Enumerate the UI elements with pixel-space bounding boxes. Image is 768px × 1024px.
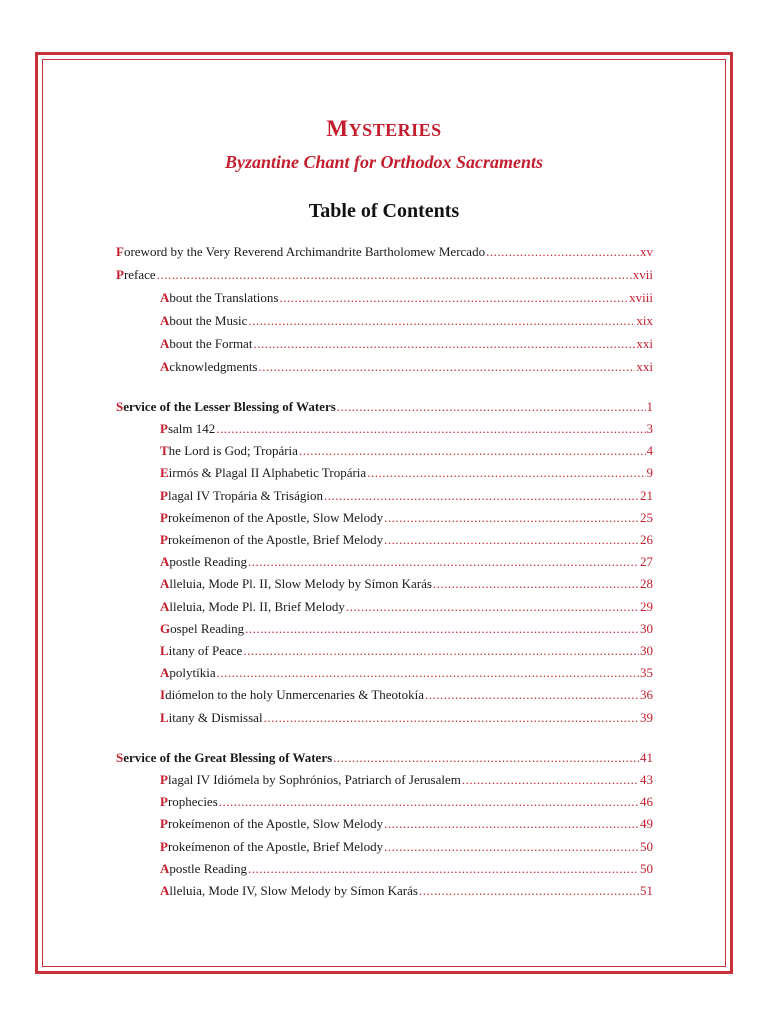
toc-entry-page-number: 25	[640, 509, 653, 525]
toc-entry-label: bout the Translations	[169, 290, 279, 305]
toc-entry-leader	[486, 244, 639, 260]
toc-entry[interactable]	[160, 488, 653, 504]
toc-entry-label: oreword by the Very Reverend Archimandrite Bartholomew Mercado	[123, 244, 486, 259]
toc-entry-page-number: 46	[640, 794, 653, 810]
toc-entry-page-number: 39	[640, 709, 653, 725]
toc-entry-initial: F	[116, 244, 124, 259]
toc-entry-label: rokeímenon of the Apostle, Slow Melody	[167, 816, 384, 832]
toc-entry-leader	[433, 576, 639, 592]
toc-entry-initial: A	[160, 290, 170, 305]
toc-entry[interactable]	[160, 510, 653, 526]
toc-entry-initial: G	[160, 620, 171, 636]
toc-entry-initial: P	[160, 772, 168, 787]
toc-entry[interactable]	[160, 576, 653, 592]
toc-entry-page-number: 4	[646, 443, 653, 459]
toc-entry-label: lleluia, Mode Pl. II, Slow Melody by Símon Karás	[169, 576, 432, 592]
toc-entry-leader	[279, 290, 628, 306]
toc-heading: Table of Contents	[308, 200, 460, 222]
toc-entry-leader	[253, 336, 635, 352]
toc-entry-leader	[248, 861, 639, 877]
toc-entry-page-number: 50	[640, 838, 653, 854]
toc-entry-leader	[367, 465, 645, 481]
toc-entry-label: lleluia, Mode Pl. II, Brief Melody	[169, 598, 345, 614]
toc-entry[interactable]	[160, 883, 653, 899]
toc-entry[interactable]	[160, 532, 653, 548]
toc-entry-initial: P	[160, 532, 168, 547]
toc-entry-page-number: 43	[640, 772, 653, 787]
toc-entry-initial: A	[160, 359, 170, 374]
toc-entry-initial: A	[160, 576, 170, 592]
toc-entry[interactable]	[116, 750, 653, 766]
toc-entry-initial: P	[160, 421, 168, 436]
toc-entry-page-number: 35	[640, 665, 653, 681]
toc-entry-leader	[425, 687, 639, 703]
toc-entry-page-number: xix	[636, 313, 653, 328]
toc-entry-initial: P	[160, 509, 168, 525]
toc-entry-leader	[248, 554, 639, 570]
toc-entry[interactable]	[160, 772, 653, 788]
toc-entry-initial: A	[160, 860, 170, 876]
toc-entry-page-number: 27	[640, 554, 653, 570]
toc-entry-label: cknowledgments	[169, 359, 258, 374]
toc-entry-leader	[217, 665, 639, 681]
toc-entry-label: itany of Peace	[168, 643, 243, 658]
toc-entry[interactable]	[160, 687, 653, 703]
toc-entry-label: ospel Reading	[170, 620, 245, 636]
toc-entry[interactable]	[116, 267, 653, 283]
toc-entry-page-number: 9	[646, 465, 653, 481]
toc-entry[interactable]	[160, 465, 653, 481]
toc-entry-label: lagal IV Idiómela by Sophrónios, Patriarch of Jerusalem	[167, 772, 461, 787]
toc-entry-leader	[346, 599, 639, 615]
toc-entry-label: rophecies	[167, 794, 218, 810]
toc-entry-initial: T	[160, 443, 169, 459]
toc-entry-page-number: 50	[640, 860, 653, 876]
toc-entry[interactable]	[160, 359, 653, 375]
toc-entry-label: irmós & Plagal II Alphabetic Tropária	[168, 465, 367, 481]
toc-entry-label: postle Reading	[169, 554, 248, 570]
toc-entry-initial: A	[160, 883, 170, 898]
toc-entry[interactable]	[160, 794, 653, 810]
toc-entry-page-number: 26	[640, 532, 653, 547]
toc-entry-label: bout the Format	[169, 336, 253, 351]
toc-entry-page-number: xv	[640, 244, 653, 259]
toc-entry-page-number: 30	[640, 620, 653, 636]
toc-entry-initial: S	[116, 399, 124, 414]
toc-entry-label: rokeímenon of the Apostle, Slow Melody	[167, 509, 384, 525]
toc-entry-initial: S	[116, 750, 124, 765]
toc-entry-label: salm 142	[167, 421, 216, 436]
toc-entry-leader	[333, 750, 639, 766]
toc-entry-initial: P	[160, 487, 168, 503]
toc-entry-label: lagal IV Tropária & Triságion	[167, 487, 324, 503]
toc-entry-label: reface	[123, 267, 156, 282]
toc-entry-page-number: 51	[640, 883, 653, 898]
toc-entry-initial: A	[160, 313, 170, 328]
toc-entry-label: itany & Dismissal	[168, 709, 263, 725]
toc-entry-label: rokeímenon of the Apostle, Brief Melody	[167, 838, 384, 854]
toc-entry-leader	[337, 399, 646, 415]
toc-entry-initial: A	[160, 554, 170, 570]
toc-entry-leader	[245, 621, 639, 637]
toc-entry-page-number: 41	[640, 750, 653, 765]
toc-entry-leader	[384, 532, 639, 548]
toc-entry-label: polytíkia	[169, 665, 216, 681]
toc-entry-leader	[324, 488, 639, 504]
toc-entry-initial: A	[160, 336, 170, 351]
toc-entry[interactable]	[160, 665, 653, 681]
toc-entry-leader	[384, 839, 639, 855]
toc-entry[interactable]	[160, 599, 653, 615]
toc-entry-page-number: 21	[640, 487, 653, 503]
toc-entry-leader	[258, 359, 635, 375]
toc-entry-initial: E	[160, 465, 169, 481]
toc-entry-page-number: xvii	[632, 267, 653, 282]
toc-entry-leader	[384, 816, 639, 832]
book-subtitle: Byzantine Chant for Orthodox Sacraments	[224, 152, 544, 172]
toc-entry[interactable]	[160, 816, 653, 832]
toc-entry-leader	[264, 710, 639, 726]
toc-entry-initial: L	[160, 709, 169, 725]
toc-entry-page-number: xxi	[636, 336, 653, 351]
toc-entry-page-number: 3	[646, 421, 653, 436]
toc-entry[interactable]	[160, 861, 653, 877]
toc-entry[interactable]	[160, 443, 653, 459]
toc-entry-initial: P	[116, 267, 124, 282]
toc-entry-page-number: xviii	[629, 290, 653, 305]
toc-entry-leader	[248, 313, 635, 329]
toc-entry-initial: I	[160, 687, 166, 703]
toc-entry-initial: A	[160, 665, 170, 681]
toc-entry-leader	[243, 643, 639, 659]
toc-entry-leader	[216, 421, 645, 437]
toc-entry-page-number: 28	[640, 576, 653, 592]
toc-entry-initial: P	[160, 816, 168, 832]
toc-entry-page-number: 36	[640, 687, 653, 703]
toc-entry[interactable]	[160, 336, 653, 352]
toc-entry-label: ervice of the Lesser Blessing of Waters	[123, 399, 336, 414]
toc-entry[interactable]	[160, 290, 653, 306]
toc-entry[interactable]	[160, 839, 653, 855]
toc-entry[interactable]	[160, 421, 653, 437]
toc-entry-page-number: xxi	[636, 359, 653, 374]
toc-entry[interactable]	[116, 399, 653, 415]
toc-entry[interactable]	[116, 244, 653, 260]
toc-entry-leader	[384, 510, 639, 526]
toc-entry-page-number: 49	[640, 816, 653, 832]
toc-entry-leader	[419, 883, 639, 899]
toc-entry[interactable]	[160, 710, 653, 726]
toc-entry[interactable]	[160, 621, 653, 637]
toc-entry-leader	[462, 772, 639, 788]
toc-entry-label: postle Reading	[169, 860, 248, 876]
toc-entry-label: rokeímenon of the Apostle, Brief Melody	[167, 532, 384, 547]
toc-entry-label: ervice of the Great Blessing of Waters	[123, 750, 333, 765]
toc-entry-leader	[219, 794, 639, 810]
book-title-initial: M	[326, 116, 349, 141]
toc-entry-page-number: 30	[640, 643, 653, 658]
toc-entry-page-number: 29	[640, 598, 653, 614]
toc-entry[interactable]	[160, 313, 653, 329]
toc-entry-initial: P	[160, 838, 168, 854]
toc-entry-initial: L	[160, 643, 169, 658]
toc-entry-label: diómelon to the holy Unmercenaries & Theotokía	[165, 687, 425, 703]
toc-entry-label: bout the Music	[169, 313, 248, 328]
toc-entry-page-number: 1	[646, 399, 653, 414]
toc-entry-label: he Lord is God; Tropária	[168, 443, 298, 459]
toc-entry[interactable]	[160, 554, 653, 570]
toc-entry-leader	[157, 267, 632, 283]
toc-entry-initial: P	[160, 794, 168, 810]
toc-entry-initial: A	[160, 598, 170, 614]
toc-entry-leader	[299, 443, 646, 459]
book-title-rest: YSTERIES	[348, 120, 442, 140]
toc-entry[interactable]	[160, 643, 653, 659]
toc-entry-label: lleluia, Mode IV, Slow Melody by Símon Karás	[169, 883, 418, 898]
